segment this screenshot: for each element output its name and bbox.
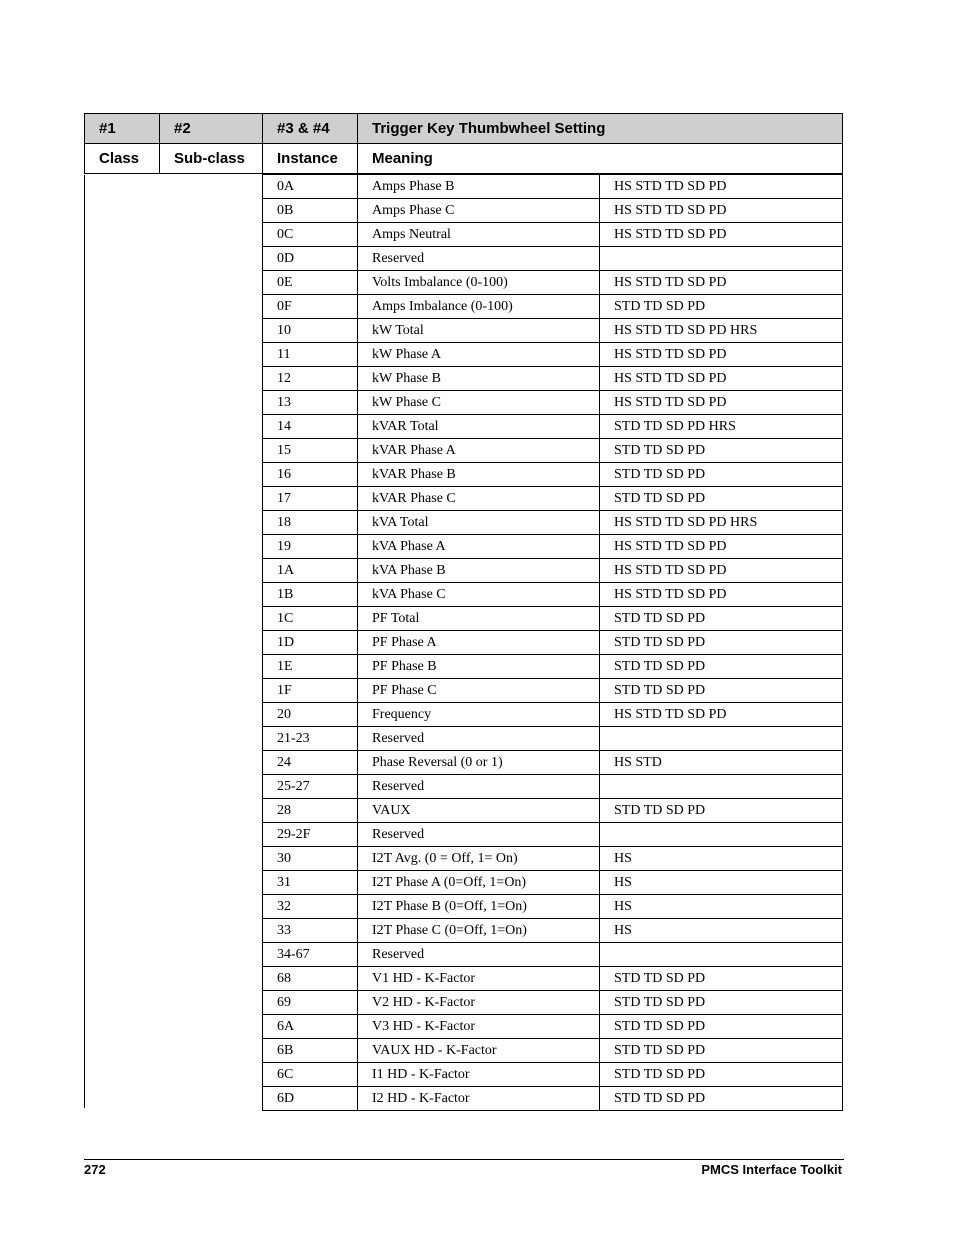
instance-cell: 13 <box>263 391 358 415</box>
setting-cell <box>600 823 843 847</box>
instance-cell: 10 <box>263 319 358 343</box>
meaning-cell: kVAR Phase C <box>358 487 600 511</box>
meaning-cell: Reserved <box>358 247 600 271</box>
instance-cell: 0D <box>263 247 358 271</box>
table-header <box>84 113 843 174</box>
table-row <box>263 319 843 343</box>
setting-cell: STD TD SD PD <box>600 607 843 631</box>
setting-cell: STD TD SD PD <box>600 1063 843 1087</box>
header-cell: #2 <box>160 114 263 144</box>
table-row <box>263 463 843 487</box>
meaning-cell: Amps Neutral <box>358 223 600 247</box>
meaning-cell: PF Total <box>358 607 600 631</box>
instance-cell: 1A <box>263 559 358 583</box>
setting-cell: HS STD TD SD PD <box>600 175 843 199</box>
table-row <box>263 919 843 943</box>
setting-cell: STD TD SD PD <box>600 799 843 823</box>
setting-cell: HS STD TD SD PD <box>600 391 843 415</box>
setting-cell: HS <box>600 871 843 895</box>
table-row <box>263 295 843 319</box>
table-row <box>263 271 843 295</box>
meaning-cell: Amps Phase B <box>358 175 600 199</box>
table-row <box>263 511 843 535</box>
setting-cell: STD TD SD PD <box>600 487 843 511</box>
instance-cell: 18 <box>263 511 358 535</box>
meaning-cell: Reserved <box>358 823 600 847</box>
instance-cell: 6B <box>263 1039 358 1063</box>
header-cell: #3 & #4 <box>263 114 358 144</box>
setting-cell: HS STD TD SD PD <box>600 199 843 223</box>
table-row <box>263 679 843 703</box>
instance-cell: 6D <box>263 1087 358 1111</box>
instance-cell: 11 <box>263 343 358 367</box>
instance-cell: 1D <box>263 631 358 655</box>
meaning-cell: kVA Total <box>358 511 600 535</box>
table-row <box>263 487 843 511</box>
table-row <box>263 607 843 631</box>
meaning-cell: kVAR Total <box>358 415 600 439</box>
table-row <box>263 439 843 463</box>
meaning-cell: I2 HD - K-Factor <box>358 1087 600 1111</box>
meaning-cell: kVAR Phase B <box>358 463 600 487</box>
setting-cell: HS <box>600 895 843 919</box>
meaning-cell: I2T Phase C (0=Off, 1=On) <box>358 919 600 943</box>
header-cell: Meaning <box>358 144 843 174</box>
instance-cell: 32 <box>263 895 358 919</box>
meaning-cell: Frequency <box>358 703 600 727</box>
instance-cell: 0A <box>263 175 358 199</box>
table-row <box>263 1039 843 1063</box>
setting-cell: HS STD TD SD PD <box>600 559 843 583</box>
setting-cell: STD TD SD PD <box>600 295 843 319</box>
instance-cell: 21-23 <box>263 727 358 751</box>
instance-cell: 30 <box>263 847 358 871</box>
meaning-cell: VAUX <box>358 799 600 823</box>
setting-cell: HS STD TD SD PD <box>600 223 843 247</box>
meaning-cell: V1 HD - K-Factor <box>358 967 600 991</box>
table-row <box>263 199 843 223</box>
setting-cell <box>600 943 843 967</box>
meaning-cell: kVAR Phase A <box>358 439 600 463</box>
setting-cell: STD TD SD PD HRS <box>600 415 843 439</box>
header-cell: Trigger Key Thumbwheel Setting <box>358 114 843 144</box>
instance-cell: 14 <box>263 415 358 439</box>
setting-cell: HS STD TD SD PD HRS <box>600 319 843 343</box>
meaning-cell: kVA Phase B <box>358 559 600 583</box>
instance-cell: 6C <box>263 1063 358 1087</box>
setting-cell <box>600 775 843 799</box>
setting-cell <box>600 727 843 751</box>
meaning-cell: kW Phase C <box>358 391 600 415</box>
setting-cell: STD TD SD PD <box>600 967 843 991</box>
table-row <box>263 1015 843 1039</box>
instance-cell: 6A <box>263 1015 358 1039</box>
setting-cell: HS STD TD SD PD <box>600 271 843 295</box>
table-body <box>262 174 843 1111</box>
instance-cell: 1C <box>263 607 358 631</box>
setting-cell: STD TD SD PD <box>600 655 843 679</box>
instance-cell: 0E <box>263 271 358 295</box>
table-row <box>263 247 843 271</box>
meaning-cell: VAUX HD - K-Factor <box>358 1039 600 1063</box>
meaning-cell: V3 HD - K-Factor <box>358 1015 600 1039</box>
instance-cell: 20 <box>263 703 358 727</box>
setting-cell: STD TD SD PD <box>600 631 843 655</box>
setting-cell: HS <box>600 919 843 943</box>
instance-cell: 28 <box>263 799 358 823</box>
table-row <box>263 535 843 559</box>
table-row <box>263 367 843 391</box>
table-row <box>263 655 843 679</box>
meaning-cell: I2T Phase B (0=Off, 1=On) <box>358 895 600 919</box>
setting-cell: HS STD TD SD PD <box>600 583 843 607</box>
header-cell: Instance <box>263 144 358 174</box>
setting-cell: STD TD SD PD <box>600 1039 843 1063</box>
table-row <box>263 583 843 607</box>
document-title: PMCS Interface Toolkit <box>701 1162 842 1177</box>
instance-cell: 29-2F <box>263 823 358 847</box>
table-rows <box>263 175 843 1111</box>
setting-cell: STD TD SD PD <box>600 463 843 487</box>
setting-cell: STD TD SD PD <box>600 1015 843 1039</box>
setting-cell: HS STD TD SD PD <box>600 703 843 727</box>
instance-cell: 1E <box>263 655 358 679</box>
meaning-cell: Reserved <box>358 943 600 967</box>
instance-cell: 0B <box>263 199 358 223</box>
table-row <box>263 559 843 583</box>
table-row <box>263 1087 843 1111</box>
footer-rule <box>84 1159 844 1160</box>
meaning-cell: kW Phase B <box>358 367 600 391</box>
meaning-cell: PF Phase B <box>358 655 600 679</box>
table-row <box>263 175 843 199</box>
table-row <box>263 391 843 415</box>
header-row-numbers <box>85 114 843 144</box>
table-row <box>263 823 843 847</box>
table-row <box>263 895 843 919</box>
header-cell: Sub-class <box>160 144 263 174</box>
meaning-cell: Reserved <box>358 775 600 799</box>
meaning-cell: I1 HD - K-Factor <box>358 1063 600 1087</box>
meaning-cell: I2T Phase A (0=Off, 1=On) <box>358 871 600 895</box>
setting-cell: HS <box>600 847 843 871</box>
meaning-cell: Phase Reversal (0 or 1) <box>358 751 600 775</box>
table-row <box>263 847 843 871</box>
meaning-cell: V2 HD - K-Factor <box>358 991 600 1015</box>
table-row <box>263 727 843 751</box>
setting-cell: STD TD SD PD <box>600 991 843 1015</box>
table-row <box>263 799 843 823</box>
meaning-cell: Volts Imbalance (0-100) <box>358 271 600 295</box>
instance-cell: 12 <box>263 367 358 391</box>
setting-cell <box>600 247 843 271</box>
instance-cell: 31 <box>263 871 358 895</box>
setting-cell: HS STD TD SD PD <box>600 367 843 391</box>
instance-cell: 1F <box>263 679 358 703</box>
instance-cell: 16 <box>263 463 358 487</box>
meaning-cell: PF Phase A <box>358 631 600 655</box>
table-row <box>263 1063 843 1087</box>
table-row <box>263 991 843 1015</box>
instance-cell: 19 <box>263 535 358 559</box>
instance-cell: 0F <box>263 295 358 319</box>
setting-cell: HS STD TD SD PD <box>600 343 843 367</box>
instance-cell: 68 <box>263 967 358 991</box>
meaning-cell: I2T Avg. (0 = Off, 1= On) <box>358 847 600 871</box>
instance-cell: 1B <box>263 583 358 607</box>
table-row <box>263 751 843 775</box>
page-number: 272 <box>84 1162 106 1177</box>
meaning-cell: Reserved <box>358 727 600 751</box>
header-cell: #1 <box>85 114 160 144</box>
header-cell: Class <box>85 144 160 174</box>
setting-cell: HS STD <box>600 751 843 775</box>
instance-cell: 25-27 <box>263 775 358 799</box>
table-row <box>263 703 843 727</box>
header-row-names <box>85 144 843 174</box>
meaning-cell: kW Phase A <box>358 343 600 367</box>
instance-cell: 24 <box>263 751 358 775</box>
table-row <box>263 775 843 799</box>
table-left-border <box>84 175 85 1108</box>
setting-cell: HS STD TD SD PD <box>600 535 843 559</box>
table-row <box>263 343 843 367</box>
meaning-cell: Amps Imbalance (0-100) <box>358 295 600 319</box>
setting-cell: HS STD TD SD PD HRS <box>600 511 843 535</box>
instance-cell: 17 <box>263 487 358 511</box>
table-row <box>263 943 843 967</box>
setting-cell: STD TD SD PD <box>600 679 843 703</box>
meaning-cell: kVA Phase C <box>358 583 600 607</box>
setting-cell: STD TD SD PD <box>600 1087 843 1111</box>
meaning-cell: kW Total <box>358 319 600 343</box>
table-row <box>263 415 843 439</box>
table-row <box>263 223 843 247</box>
table-row <box>263 871 843 895</box>
meaning-cell: Amps Phase C <box>358 199 600 223</box>
instance-cell: 33 <box>263 919 358 943</box>
meaning-cell: PF Phase C <box>358 679 600 703</box>
setting-cell: STD TD SD PD <box>600 439 843 463</box>
instance-cell: 69 <box>263 991 358 1015</box>
instance-cell: 0C <box>263 223 358 247</box>
instance-cell: 34-67 <box>263 943 358 967</box>
meaning-cell: kVA Phase A <box>358 535 600 559</box>
table-row <box>263 967 843 991</box>
instance-cell: 15 <box>263 439 358 463</box>
table-row <box>263 631 843 655</box>
